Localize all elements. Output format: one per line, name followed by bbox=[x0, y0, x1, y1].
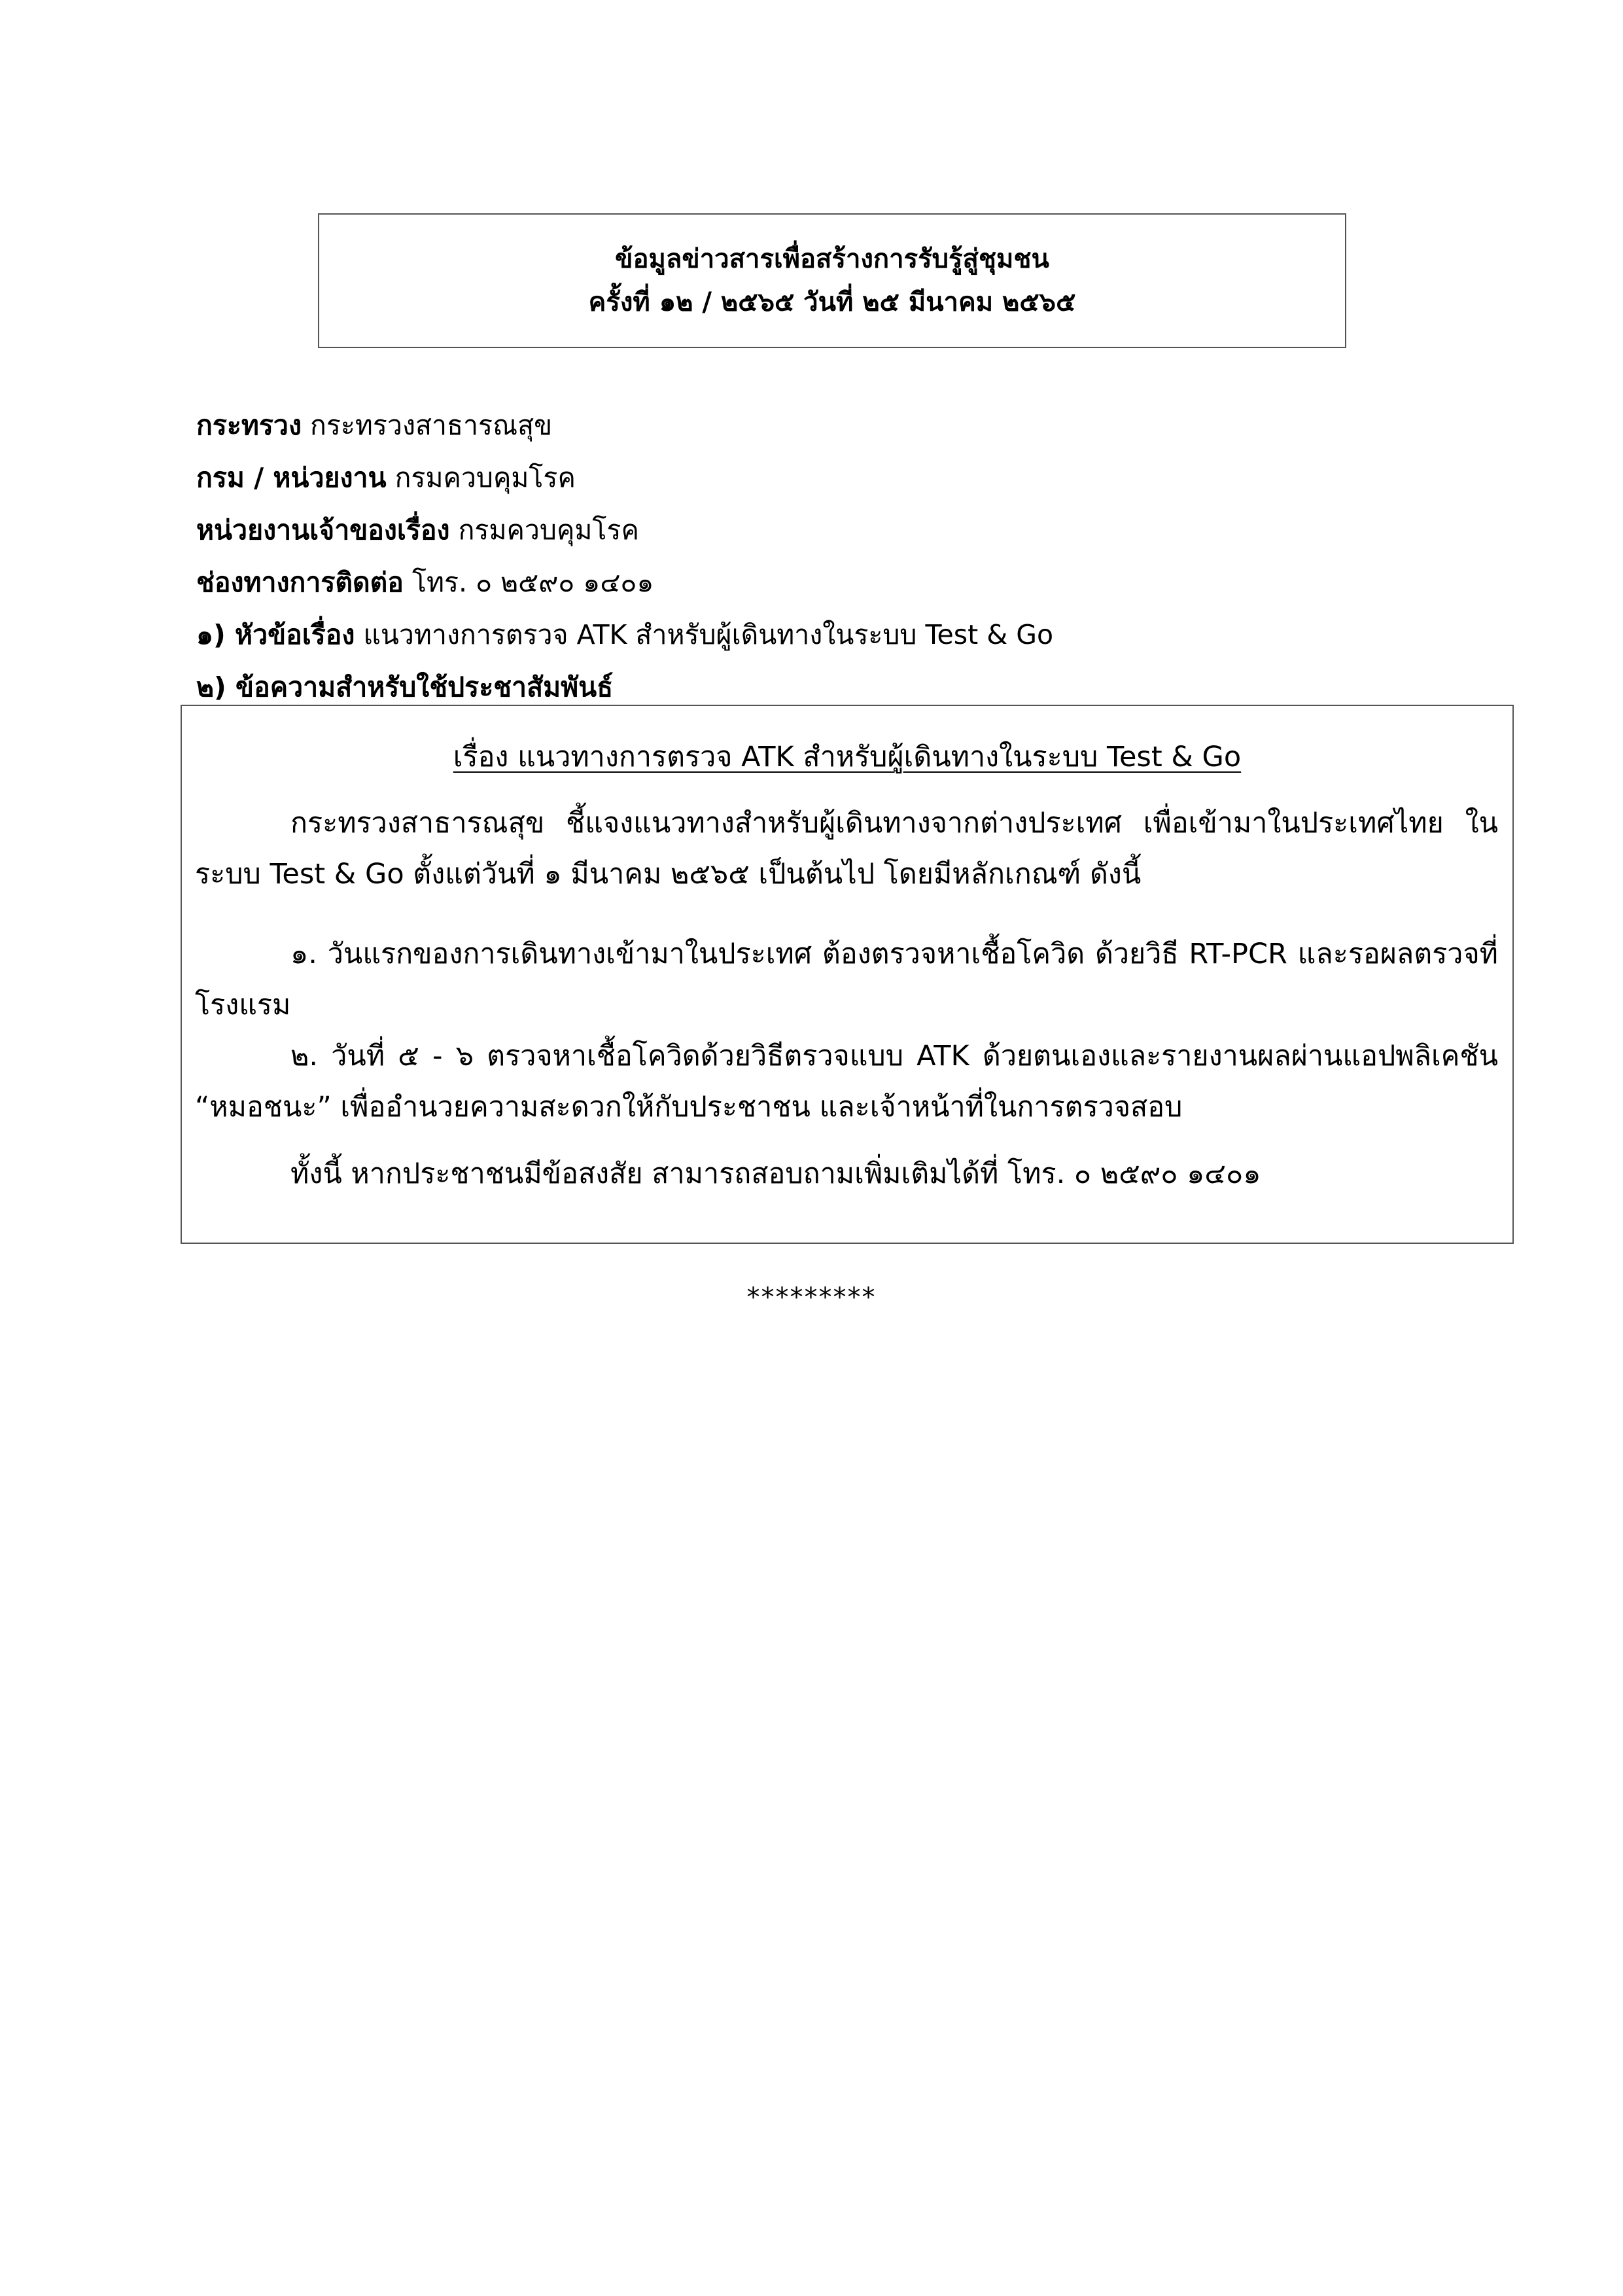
meta-ministry bbox=[196, 399, 1505, 451]
ministry-value: กระทรวงสาธารณสุข bbox=[301, 410, 553, 441]
department-value: กรมควบคุมโรค bbox=[386, 462, 576, 493]
press-release-title-text: เรื่อง แนวทางการตรวจ ATK สำหรับผู้เดินทางในระบบ Test & Go bbox=[453, 741, 1242, 773]
press-release-box bbox=[181, 705, 1514, 1244]
meta-department bbox=[196, 451, 1505, 504]
press-release-paragraph-3 bbox=[195, 1031, 1498, 1133]
owner-value: กรมควบคุมโรค bbox=[449, 514, 639, 546]
press-release-paragraph-2 bbox=[195, 928, 1498, 1031]
press-release-paragraph-4 bbox=[195, 1148, 1498, 1199]
document-metadata bbox=[196, 399, 1505, 713]
message-label: ๒) ข้อความสำหรับใช้ประชาสัมพันธ์ bbox=[196, 671, 614, 703]
press-release-title bbox=[182, 737, 1512, 777]
paragraph-3-text: ๒. วันที่ ๕ - ๖ ตรวจหาเชื้อโควิดด้วยวิธีตรวจแบบ ATK ด้วยตนเองและรายงานผลผ่านแอปพลิเคชัน “หมอชนะ” เพื่ออำนวยความสะดวกให้กับประชาชน และเจ้าหน้าที่ในการตรวจสอบ bbox=[195, 1040, 1498, 1123]
paragraph-4-text: ทั้งนี้ หากประชาชนมีข้อสงสัย สามารถสอบถามเพิ่มเติมได้ที่ โทร. ๐ ๒๕๙๐ ๑๔๐๑ bbox=[290, 1157, 1261, 1190]
ministry-label: กระทรวง bbox=[196, 410, 302, 441]
paragraph-2-text: ๑. วันแรกของการเดินทางเข้ามาในประเทศ ต้องตรวจหาเชื้อโควิด ด้วยวิธี RT-PCR และรอผลตรวจที่โรงแรม bbox=[195, 938, 1498, 1021]
department-label: กรม / หน่วยงาน bbox=[196, 462, 387, 493]
topic-value: แนวทางการตรวจ ATK สำหรับผู้เดินทางในระบบ Test & Go bbox=[355, 619, 1054, 650]
owner-label: หน่วยงานเจ้าของเรื่อง bbox=[196, 514, 450, 546]
meta-contact bbox=[196, 556, 1505, 609]
topic-label: ๑) หัวข้อเรื่อง bbox=[196, 619, 355, 650]
paragraph-1-text: กระทรวงสาธารณสุข ชี้แจงแนวทางสำหรับผู้เดินทางจากต่างประเทศ เพื่อเข้ามาในประเทศไทย ในระบบ Test & Go ตั้งแต่วันที่ ๑ มีนาคม ๒๕๖๕ เป็นต้นไป โดยมีหลักเกณฑ์ ดังนี้ bbox=[195, 807, 1498, 891]
meta-topic bbox=[196, 609, 1505, 661]
end-separator: ********* bbox=[746, 1282, 877, 1313]
contact-value: โทร. ๐ ๒๕๙๐ ๑๔๐๑ bbox=[403, 567, 654, 598]
press-release-paragraph-1 bbox=[195, 798, 1498, 900]
meta-owner bbox=[196, 504, 1505, 556]
header-issue-date: ครั้งที่ ๑๒ / ๒๕๖๕ วันที่ ๒๕ มีนาคม ๒๕๖๕ bbox=[588, 287, 1076, 317]
header-title: ข้อมูลข่าวสารเพื่อสร้างการรับรู้สู่ชุมชน bbox=[615, 244, 1049, 274]
contact-label: ช่องทางการติดต่อ bbox=[196, 567, 404, 598]
document-header-box bbox=[318, 213, 1346, 348]
